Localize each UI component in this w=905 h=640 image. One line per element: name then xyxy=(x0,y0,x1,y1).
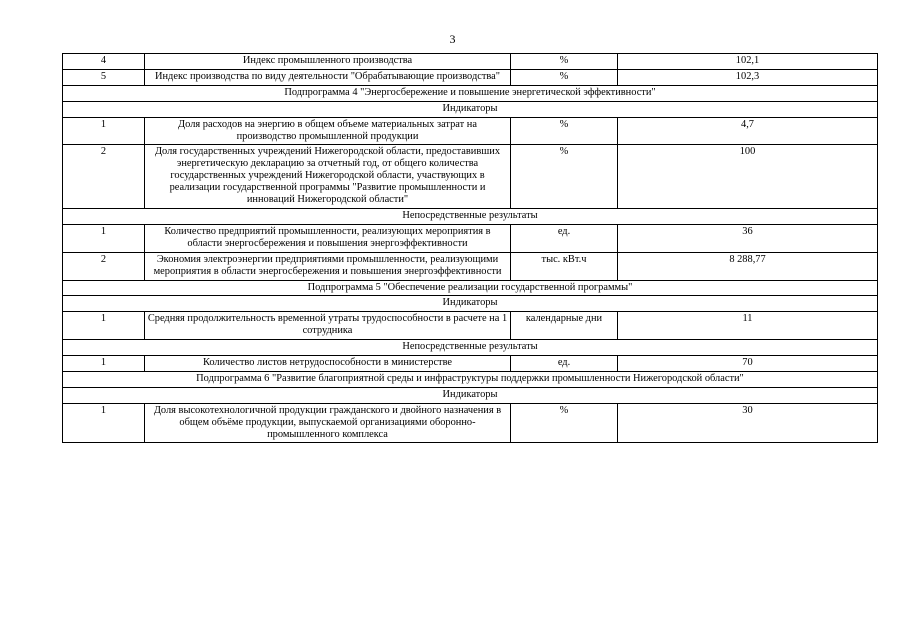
section-header: Непосредственные результаты xyxy=(63,340,878,356)
table-row xyxy=(63,117,878,145)
indicators-table xyxy=(62,53,878,443)
row-number: 4 xyxy=(63,54,145,70)
indicator-name: Доля высокотехнологичной продукции гражданского и двойного назначения в общем объёме продукции, выпускаемой организациями оборонно-промышленного комплекса xyxy=(145,403,511,443)
table-row xyxy=(63,224,878,252)
indicator-value: 102,3 xyxy=(618,69,878,85)
section-header-row xyxy=(63,340,878,356)
indicator-value: 100 xyxy=(618,145,878,209)
table-row xyxy=(63,252,878,280)
indicator-name: Средняя продолжительность временной утраты трудоспособности в расчете на 1 сотрудника xyxy=(145,312,511,340)
row-number: 1 xyxy=(63,312,145,340)
section-header-row xyxy=(63,371,878,387)
section-header-row xyxy=(63,387,878,403)
indicator-name: Доля расходов на энергию в общем объеме материальных затрат на производство промышленной продукции xyxy=(145,117,511,145)
page-number: 3 xyxy=(449,32,456,46)
row-number: 5 xyxy=(63,69,145,85)
indicator-value: 70 xyxy=(618,356,878,372)
indicator-value: 36 xyxy=(618,224,878,252)
indicator-name: Экономия электроэнергии предприятиями промышленности, реализующими мероприятия в области энергосбережения и повышения энергоэффективности xyxy=(145,252,511,280)
section-header-row xyxy=(63,85,878,101)
unit-of-measure: календарные дни xyxy=(511,312,618,340)
indicator-name: Доля государственных учреждений Нижегородской области, предоставивших энергетическую декларацию за отчетный год, от общего количества государственных учреждений Нижегородской области, участвующих в реализации государственной программы "Развитие промышленности и инноваций Нижегородской области" xyxy=(145,145,511,209)
indicators-table-body xyxy=(63,54,878,443)
indicator-name: Количество предприятий промышленности, реализующих мероприятия в области энергосбережения и повышения энергоэффективности xyxy=(145,224,511,252)
row-number: 2 xyxy=(63,252,145,280)
section-header: Подпрограмма 4 "Энергосбережение и повышение энергетической эффективности" xyxy=(63,85,878,101)
section-header: Непосредственные результаты xyxy=(63,208,878,224)
table-row xyxy=(63,356,878,372)
unit-of-measure: % xyxy=(511,145,618,209)
unit-of-measure: тыс. кВт.ч xyxy=(511,252,618,280)
section-header-row xyxy=(63,208,878,224)
section-header: Индикаторы xyxy=(63,101,878,117)
row-number: 1 xyxy=(63,117,145,145)
row-number: 1 xyxy=(63,356,145,372)
section-header-row xyxy=(63,296,878,312)
unit-of-measure: % xyxy=(511,117,618,145)
indicator-name: Количество листов нетрудоспособности в министерстве xyxy=(145,356,511,372)
table-row xyxy=(63,312,878,340)
indicator-value: 4,7 xyxy=(618,117,878,145)
unit-of-measure: % xyxy=(511,69,618,85)
row-number: 1 xyxy=(63,224,145,252)
table-row xyxy=(63,69,878,85)
table-row xyxy=(63,54,878,70)
indicator-value: 30 xyxy=(618,403,878,443)
section-header-row xyxy=(63,101,878,117)
indicator-name: Индекс промышленного производства xyxy=(145,54,511,70)
unit-of-measure: % xyxy=(511,54,618,70)
indicator-value: 102,1 xyxy=(618,54,878,70)
unit-of-measure: % xyxy=(511,403,618,443)
section-header-row xyxy=(63,280,878,296)
table-row xyxy=(63,403,878,443)
row-number: 1 xyxy=(63,403,145,443)
unit-of-measure: ед. xyxy=(511,224,618,252)
unit-of-measure: ед. xyxy=(511,356,618,372)
section-header: Подпрограмма 6 "Развитие благоприятной среды и инфраструктуры поддержки промышленности Нижегородской области" xyxy=(63,371,878,387)
indicator-name: Индекс производства по виду деятельности "Обрабатывающие производства" xyxy=(145,69,511,85)
section-header: Индикаторы xyxy=(63,387,878,403)
indicator-value: 11 xyxy=(618,312,878,340)
indicator-value: 8 288,77 xyxy=(618,252,878,280)
section-header: Индикаторы xyxy=(63,296,878,312)
row-number: 2 xyxy=(63,145,145,209)
table-row xyxy=(63,145,878,209)
section-header: Подпрограмма 5 "Обеспечение реализации государственной программы" xyxy=(63,280,878,296)
